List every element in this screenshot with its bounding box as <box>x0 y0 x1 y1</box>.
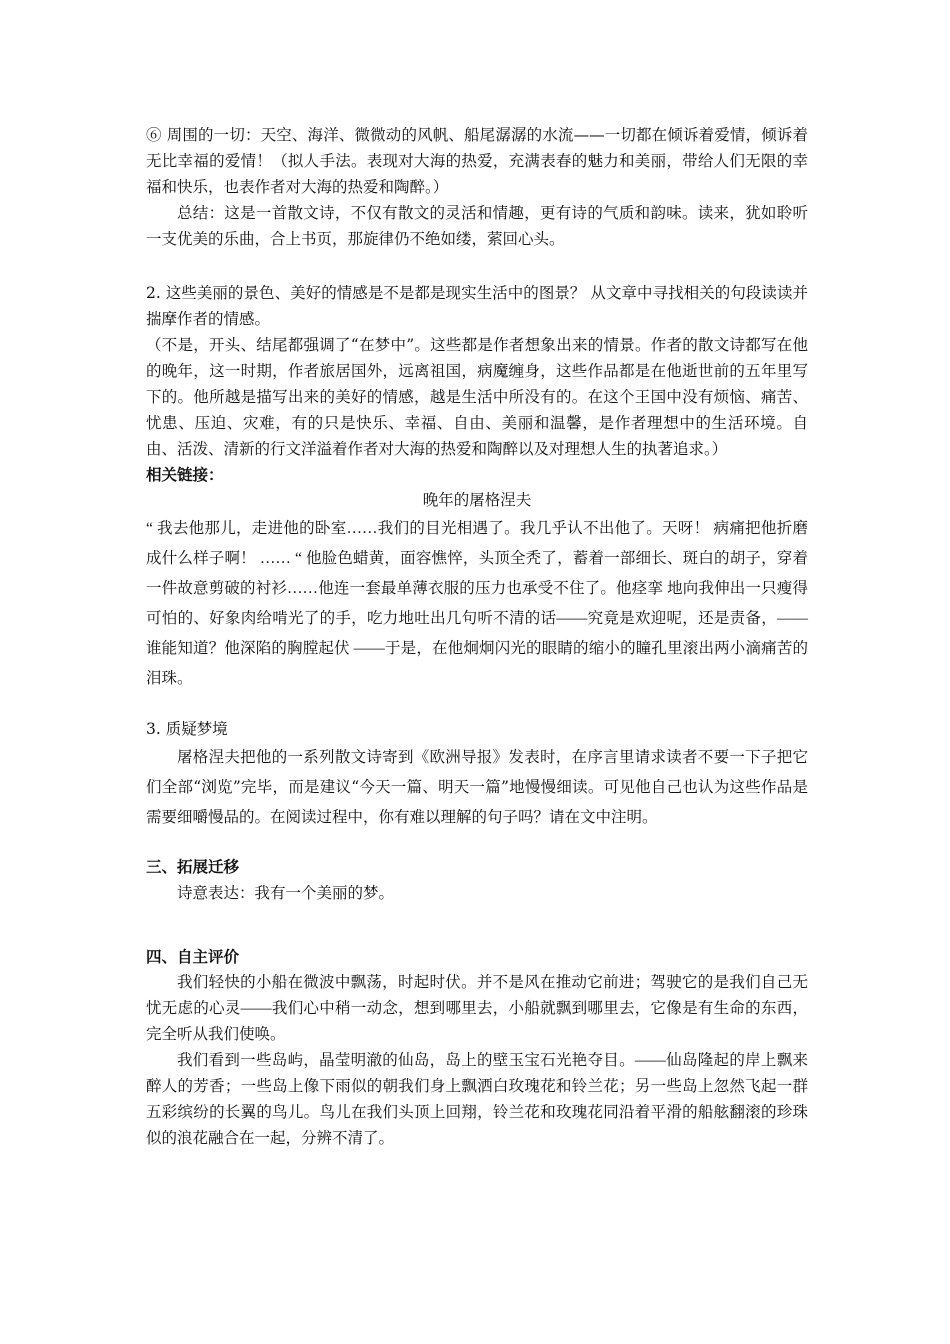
part-4-paragraph-2: 我们看到一些岛屿，晶莹明澈的仙岛，岛上的壁玉宝石光艳夺目。——仙岛隆起的岸上飘来醉人的芳香；一些岛上像下雨似的朝我们身上飘洒白玫瑰花和铃兰花；另一些岛上忽然飞起一群五彩缤纷的长翼的鸟儿。鸟儿在我们头顶上回翔，铃兰花和玫瑰花同沿着平滑的船舷翻滚的珍珠似的浪花融合在一起，分辨不清了。 <box>146 1052 808 1147</box>
part-4-heading: 四、自主评价 <box>146 947 240 966</box>
answer-2: （不是，开头、结尾都强调了“在梦中”。这些都是作者想象出来的情景。作者的散文诗都写在他的晚年，这一时期，作者旅居国外，远离祖国，病魔缠身，这些作品都是在他逝世前的五年里写下的。他所越是描写出来的美好的情感，越是生活中所没有的。在这个王国中没有烦恼、痛苦、忧患、压迫、灾难，有的只是快乐、幸福、自由、美丽和温馨，是作者理想中的生活环境。自由、活泼、清新的行文洋溢着作者对大海的热爱和陶醉以及对理想人生的执著追求。） <box>146 336 808 458</box>
question-3-body: 屠格涅夫把他的一系列散文诗寄到《欧洲导报》发表时，在序言里请求读者不要一下子把它们全部“浏览”完毕，而是建议“今天一篇、明天一篇”地慢慢细读。可见他自己也认为这些作品是需要细嚼慢品的。在阅读过程中，你有难以理解的句子吗？请在文中注明。 <box>146 748 808 826</box>
spacer <box>146 832 808 854</box>
related-link-title: 晚年的屠格涅夫 <box>422 492 532 509</box>
related-link-heading: 相关链接： <box>146 465 224 484</box>
document-body <box>146 122 808 1152</box>
question-3-heading: 3. 质疑梦境 <box>146 720 228 738</box>
spacer <box>146 906 808 934</box>
summary-paragraph: 总结：这是一首散文诗，不仅有散文的灵活和情趣，更有诗的气质和韵味。读来，犹如聆听一支优美的乐曲，合上书页，那旋律仍不绝如缕，萦回心头。 <box>146 204 808 248</box>
spacer <box>146 252 808 280</box>
spacer <box>146 694 808 716</box>
part-3-heading: 三、拓展迁移 <box>146 857 240 876</box>
question-2: 2. 这些美丽的景色、美好的情感是不是都是现实生活中的图景？ 从文章中寻找相关的句段读读并揣摩作者的情感。 <box>146 284 808 328</box>
spacer <box>146 934 808 944</box>
related-link-quote: “ 我去他那儿，走进他的卧室……我们的目光相遇了。我几乎认不出他了。天呀！ 病痛把他折磨成什么样子啊！ …… “ 他脸色蜡黄，面容憔悴，头顶全秃了，蓄着一部细长、斑白的胡子，穿着一件故意剪破的衬衫……他连一套最单薄衣服的压力也承受不住了。他痉挛 地向我伸出一只瘦得可怕的、好象肉给啃光了的手，吃力地吐出几句听不清的话——究竟是欢迎呢，还是责备，——谁能知道？他深陷的胸膛起伏 ——于是，在他炯炯闪光的眼睛的缩小的瞳孔里滚出两小滴痛苦的泪珠。 <box>146 520 808 687</box>
part-3-body: 诗意表达：我有一个美丽的梦。 <box>177 884 395 902</box>
part-4-paragraph-1: 我们轻快的小船在微波中飘荡，时起时伏。并不是风在推动它前进；驾驶它的是我们自己无忧无虑的心灵——我们心中稍一动念，想到哪里去，小船就飘到哪里去，它像是有生命的东西，完全听从我们使唤。 <box>146 974 808 1043</box>
paragraph-item-6: ⑥ 周围的一切：天空、海洋、微微动的风帆、船尾潺潺的水流——一切都在倾诉着爱情，倾诉着无比幸福的爱情！（拟人手法。表现对大海的热爱，充满表春的魅力和美丽，带给人们无限的幸福和快乐，也表作者对大海的热爱和陶醉。） <box>146 126 808 196</box>
